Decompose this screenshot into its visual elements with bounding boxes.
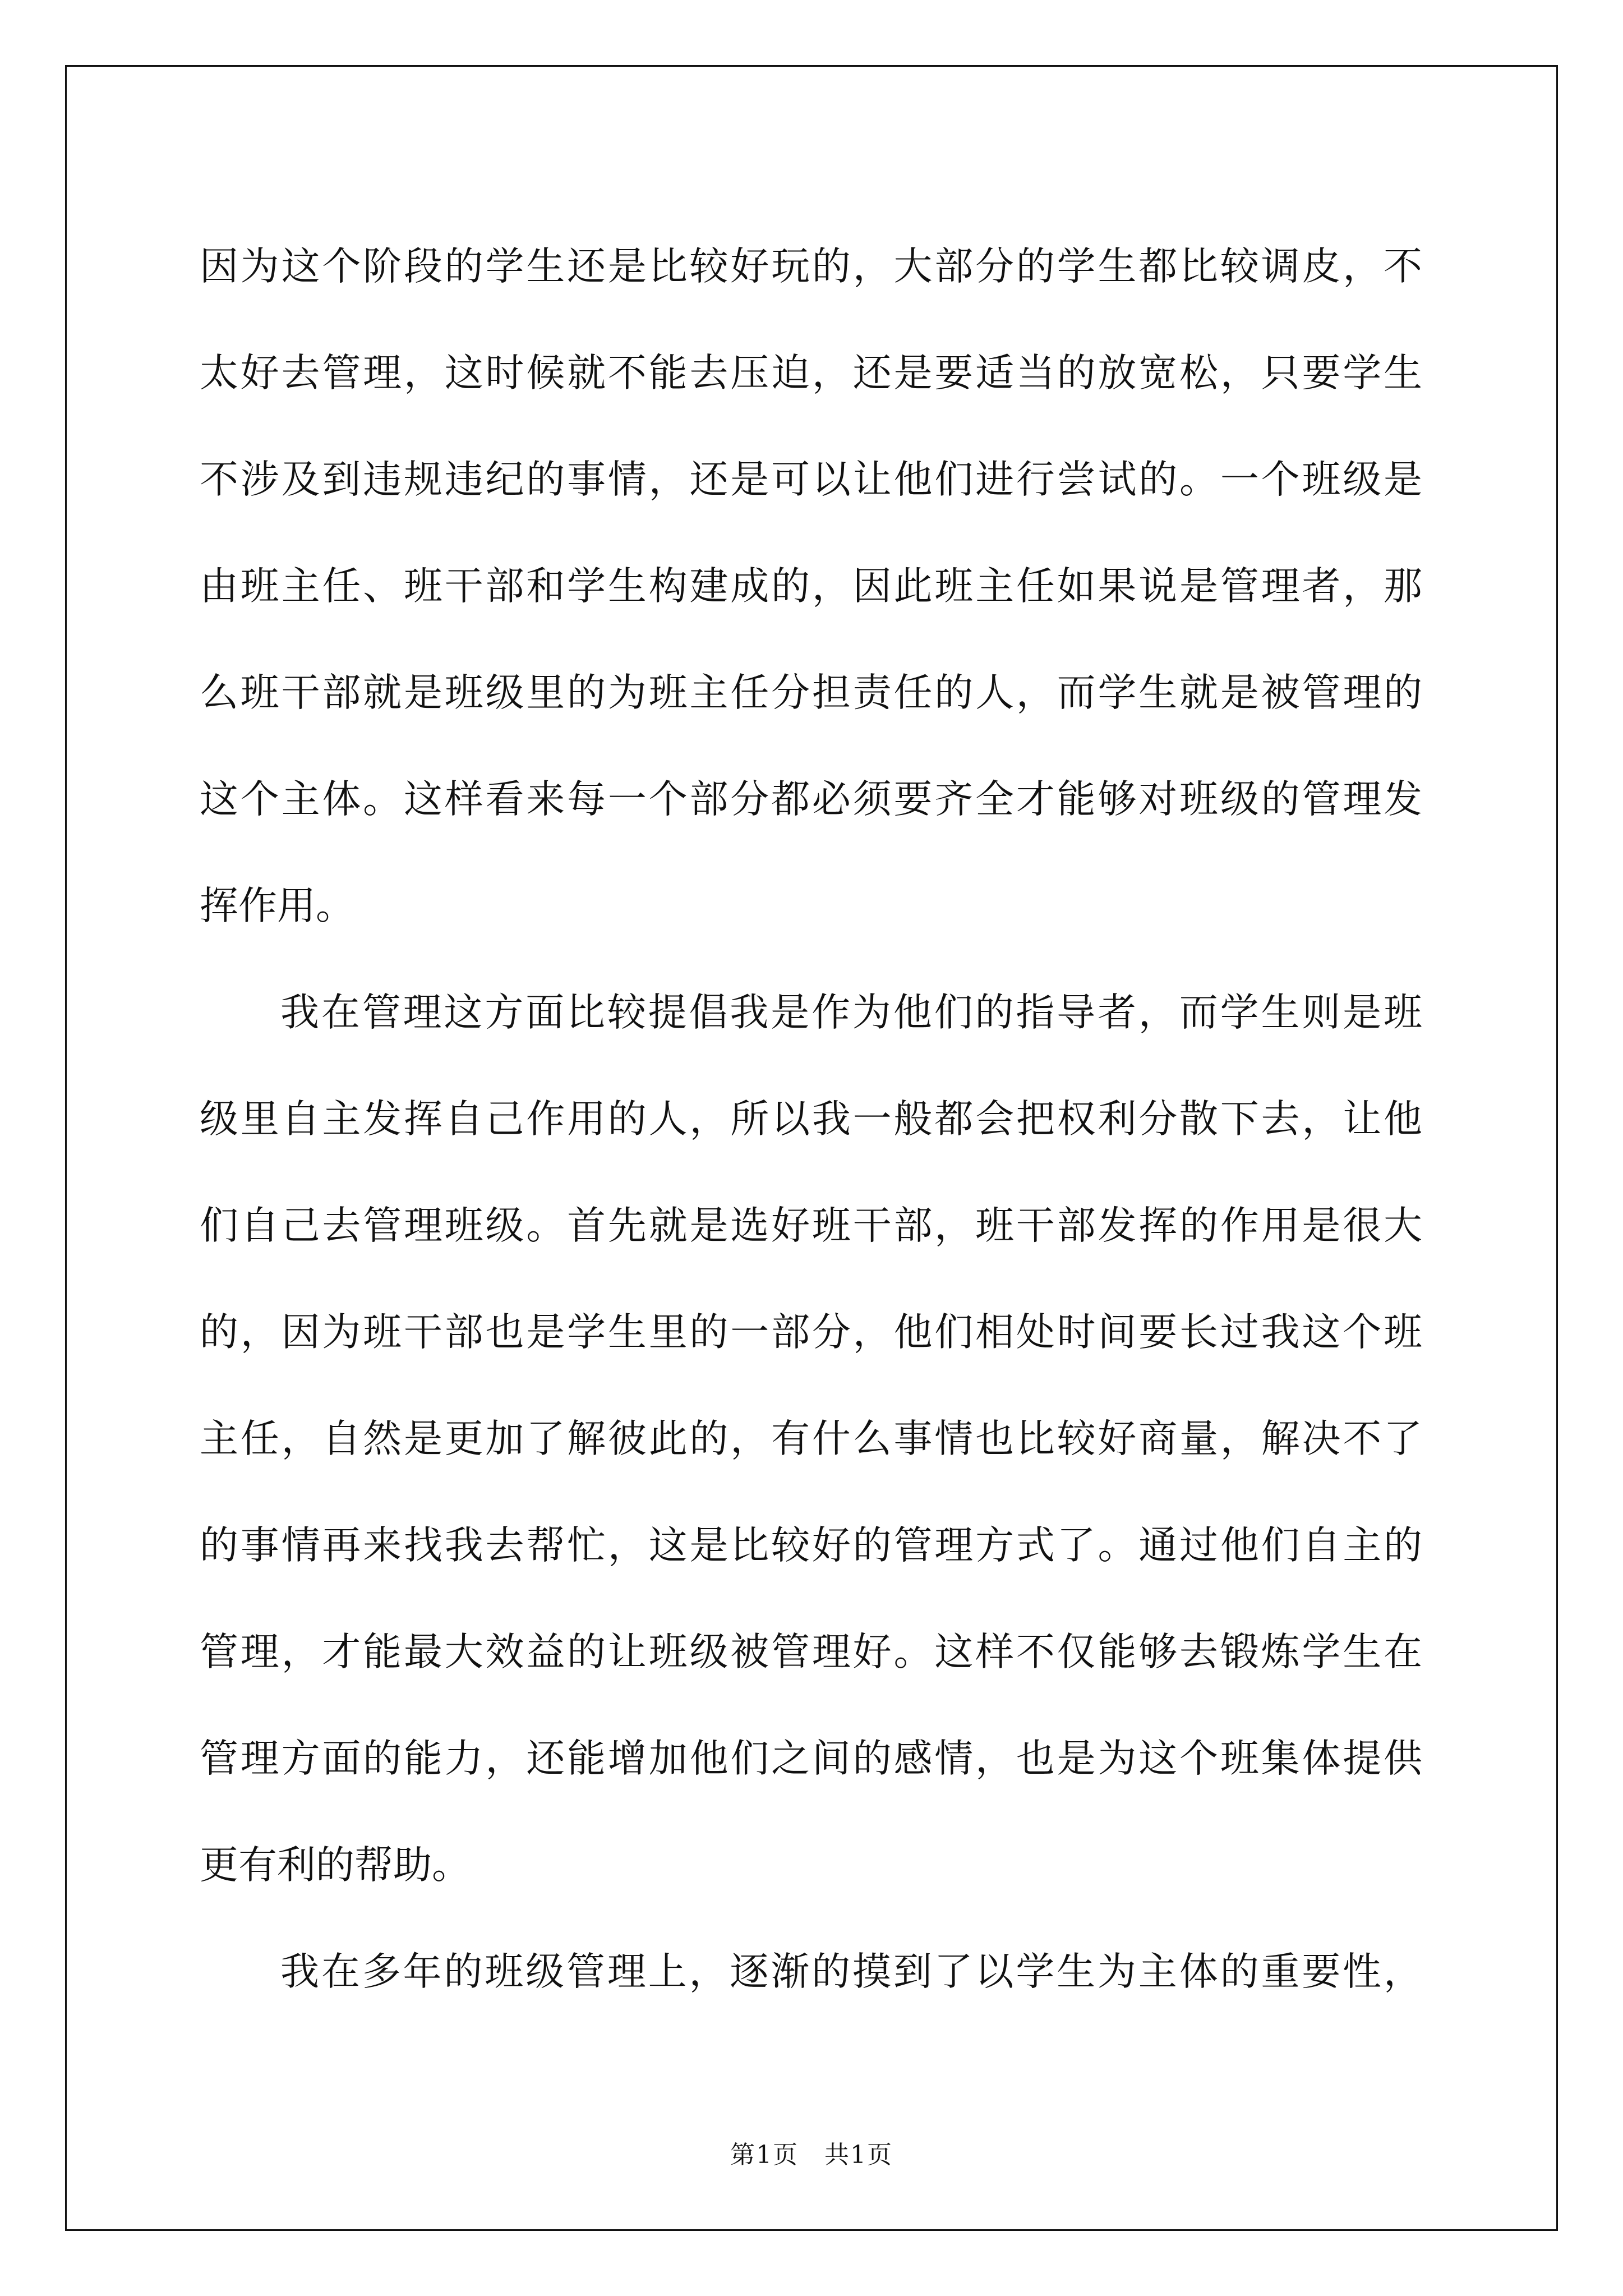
text-line: 管理方面的能力，还能增加他们之间的感情，也是为这个班集体提供 <box>200 1736 1422 1781</box>
text-line: 管理，才能最大效益的让班级被管理好。这样不仅能够去锻炼学生在 <box>200 1630 1422 1674</box>
text-line: 的事情再来找我去帮忙，这是比较好的管理方式了。通过他们自主的 <box>200 1523 1422 1568</box>
text-line: 我在多年的班级管理上，逐渐的摸到了以学生为主体的重要性， <box>280 1949 1422 1994</box>
text-line: 的，因为班干部也是学生里的一部分，他们相处时间要长过我这个班 <box>200 1310 1422 1355</box>
text-line: 主任，自然是更加了解彼此的，有什么事情也比较好商量，解决不了 <box>200 1416 1422 1461</box>
text-line: 们自己去管理班级。首先就是选好班干部，班干部发挥的作用是很大 <box>200 1203 1422 1248</box>
text-line: 我在管理这方面比较提倡我是作为他们的指导者，而学生则是班 <box>280 990 1422 1035</box>
text-line: 级里自主发挥自己作用的人，所以我一般都会把权利分散下去，让他 <box>200 1097 1422 1142</box>
text-line: 因为这个阶段的学生还是比较好玩的，大部分的学生都比较调皮，不 <box>200 244 1422 289</box>
document-body <box>200 213 1422 2025</box>
text-line: 么班干部就是班级里的为班主任分担责任的人，而学生就是被管理的 <box>200 670 1422 715</box>
text-line: 太好去管理，这时候就不能去压迫，还是要适当的放宽松，只要学生 <box>200 351 1422 395</box>
page-number-footer: 第1页 共1页 <box>730 2141 893 2169</box>
text-line: 不涉及到违规违纪的事情，还是可以让他们进行尝试的。一个班级是 <box>200 457 1422 502</box>
text-line: 挥作用。 <box>200 884 354 928</box>
text-line: 这个主体。这样看来每一个部分都必须要齐全才能够对班级的管理发 <box>200 777 1422 822</box>
text-line: 由班主任、班干部和学生构建成的，因此班主任如果说是管理者，那 <box>200 564 1422 609</box>
text-line: 更有利的帮助。 <box>200 1843 471 1888</box>
